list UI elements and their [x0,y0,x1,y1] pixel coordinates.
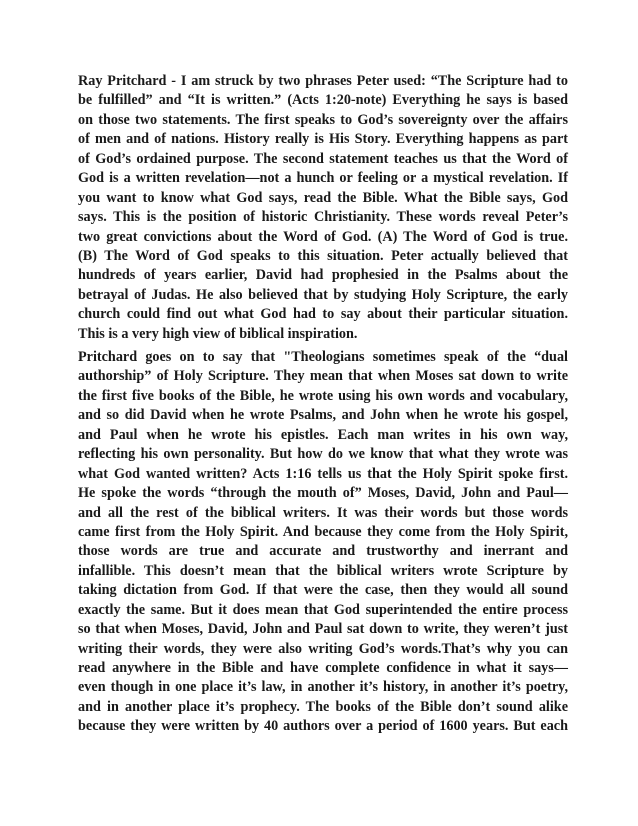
text-line: infallible. This doesn’t mean that the biblical writers wrote Scripture by [78,562,568,579]
text-line: This is a very high view of biblical inspiration. [78,325,358,342]
text-line: writing their words, they were also writing God’s words.That’s why you can [78,640,568,657]
text-line: the first five books of the Bible, he wrote using his own words and vocabulary, [78,387,568,404]
text-line: reflecting his own personality. But how do we know that what they wrote was [78,446,568,463]
text-line: and Paul when he wrote his epistles. Each man writes in his own way, [78,426,568,443]
text-line: church could find out what God had to say about their particular situation. [78,306,568,323]
text-line: betrayal of Judas. He also believed that by studying Holy Scripture, the early [78,286,568,303]
text-line: came first from the Holy Spirit. And because they come from the Holy Spirit, [78,523,568,540]
text-line: those words are true and accurate and trustworthy and inerrant and [78,543,568,560]
text-line: taking dictation from God. If that were the case, then they would all sound [78,582,568,599]
text-line: and in another place it’s prophecy. The books of the Bible don’t sound alike [78,698,568,715]
text-line: exactly the same. But it does mean that God superintended the entire process [78,601,568,618]
text-line: and so did David when he wrote Psalms, and John when he wrote his gospel, [78,407,568,424]
text-line: what God wanted written? Acts 1:16 tells us that the Holy Spirit spoke first. [78,465,568,482]
text-line: says. This is the position of historic Christianity. These words reveal Peter’s [78,209,568,226]
text-line: Ray Pritchard - I am struck by two phrases Peter used: “The Scripture had to [78,73,568,89]
text-line: (B) The Word of God speaks to this situation. Peter actually believed that [78,247,568,264]
text-line: even though in one place it’s law, in another it’s history, in another it’s poetry, [78,679,568,696]
text-line: read anywhere in the Bible and have complete confidence in what it says— [78,660,568,676]
text-line: on those two statements. The first speaks to God’s sovereignty over the affairs [78,111,568,128]
text-line: authorship” of Holy Scripture. They mean that when Moses sat down to write [78,368,568,385]
text-line: because they were written by 40 authors over a period of 1600 years. But each [78,718,568,735]
text-line: Pritchard goes on to say that "Theologians sometimes speak of the “dual [78,349,568,365]
text-line: hundreds of years earlier, David had prophesied in the Psalms about the [78,267,568,284]
paragraph-ray-pritchard-quote [78,72,568,344]
text-line: be fulfilled” and “It is written.” (Acts 1:20-note) Everything he says is based [78,92,568,109]
text-line: so that when Moses, David, John and Paul sat down to write, they weren’t just [78,621,568,638]
text-line: of men and of nations. History really is His Story. Everything happens as part [78,131,568,148]
text-line: He spoke the words “through the mouth of” Moses, David, John and Paul— [78,485,568,502]
text-line: God is a written revelation—not a hunch or feeling or a mystical revelation. If [78,170,568,187]
text-line: and all the rest of the biblical writers. It was their words but those words [78,504,568,521]
text-line: you want to know what God says, read the Bible. What the Bible says, God [78,189,568,206]
text-line: of God’s ordained purpose. The second statement teaches us that the Word of [78,150,568,167]
text-line: two great convictions about the Word of God. (A) The Word of God is true. [78,228,568,245]
paragraph-dual-authorship [78,348,568,737]
